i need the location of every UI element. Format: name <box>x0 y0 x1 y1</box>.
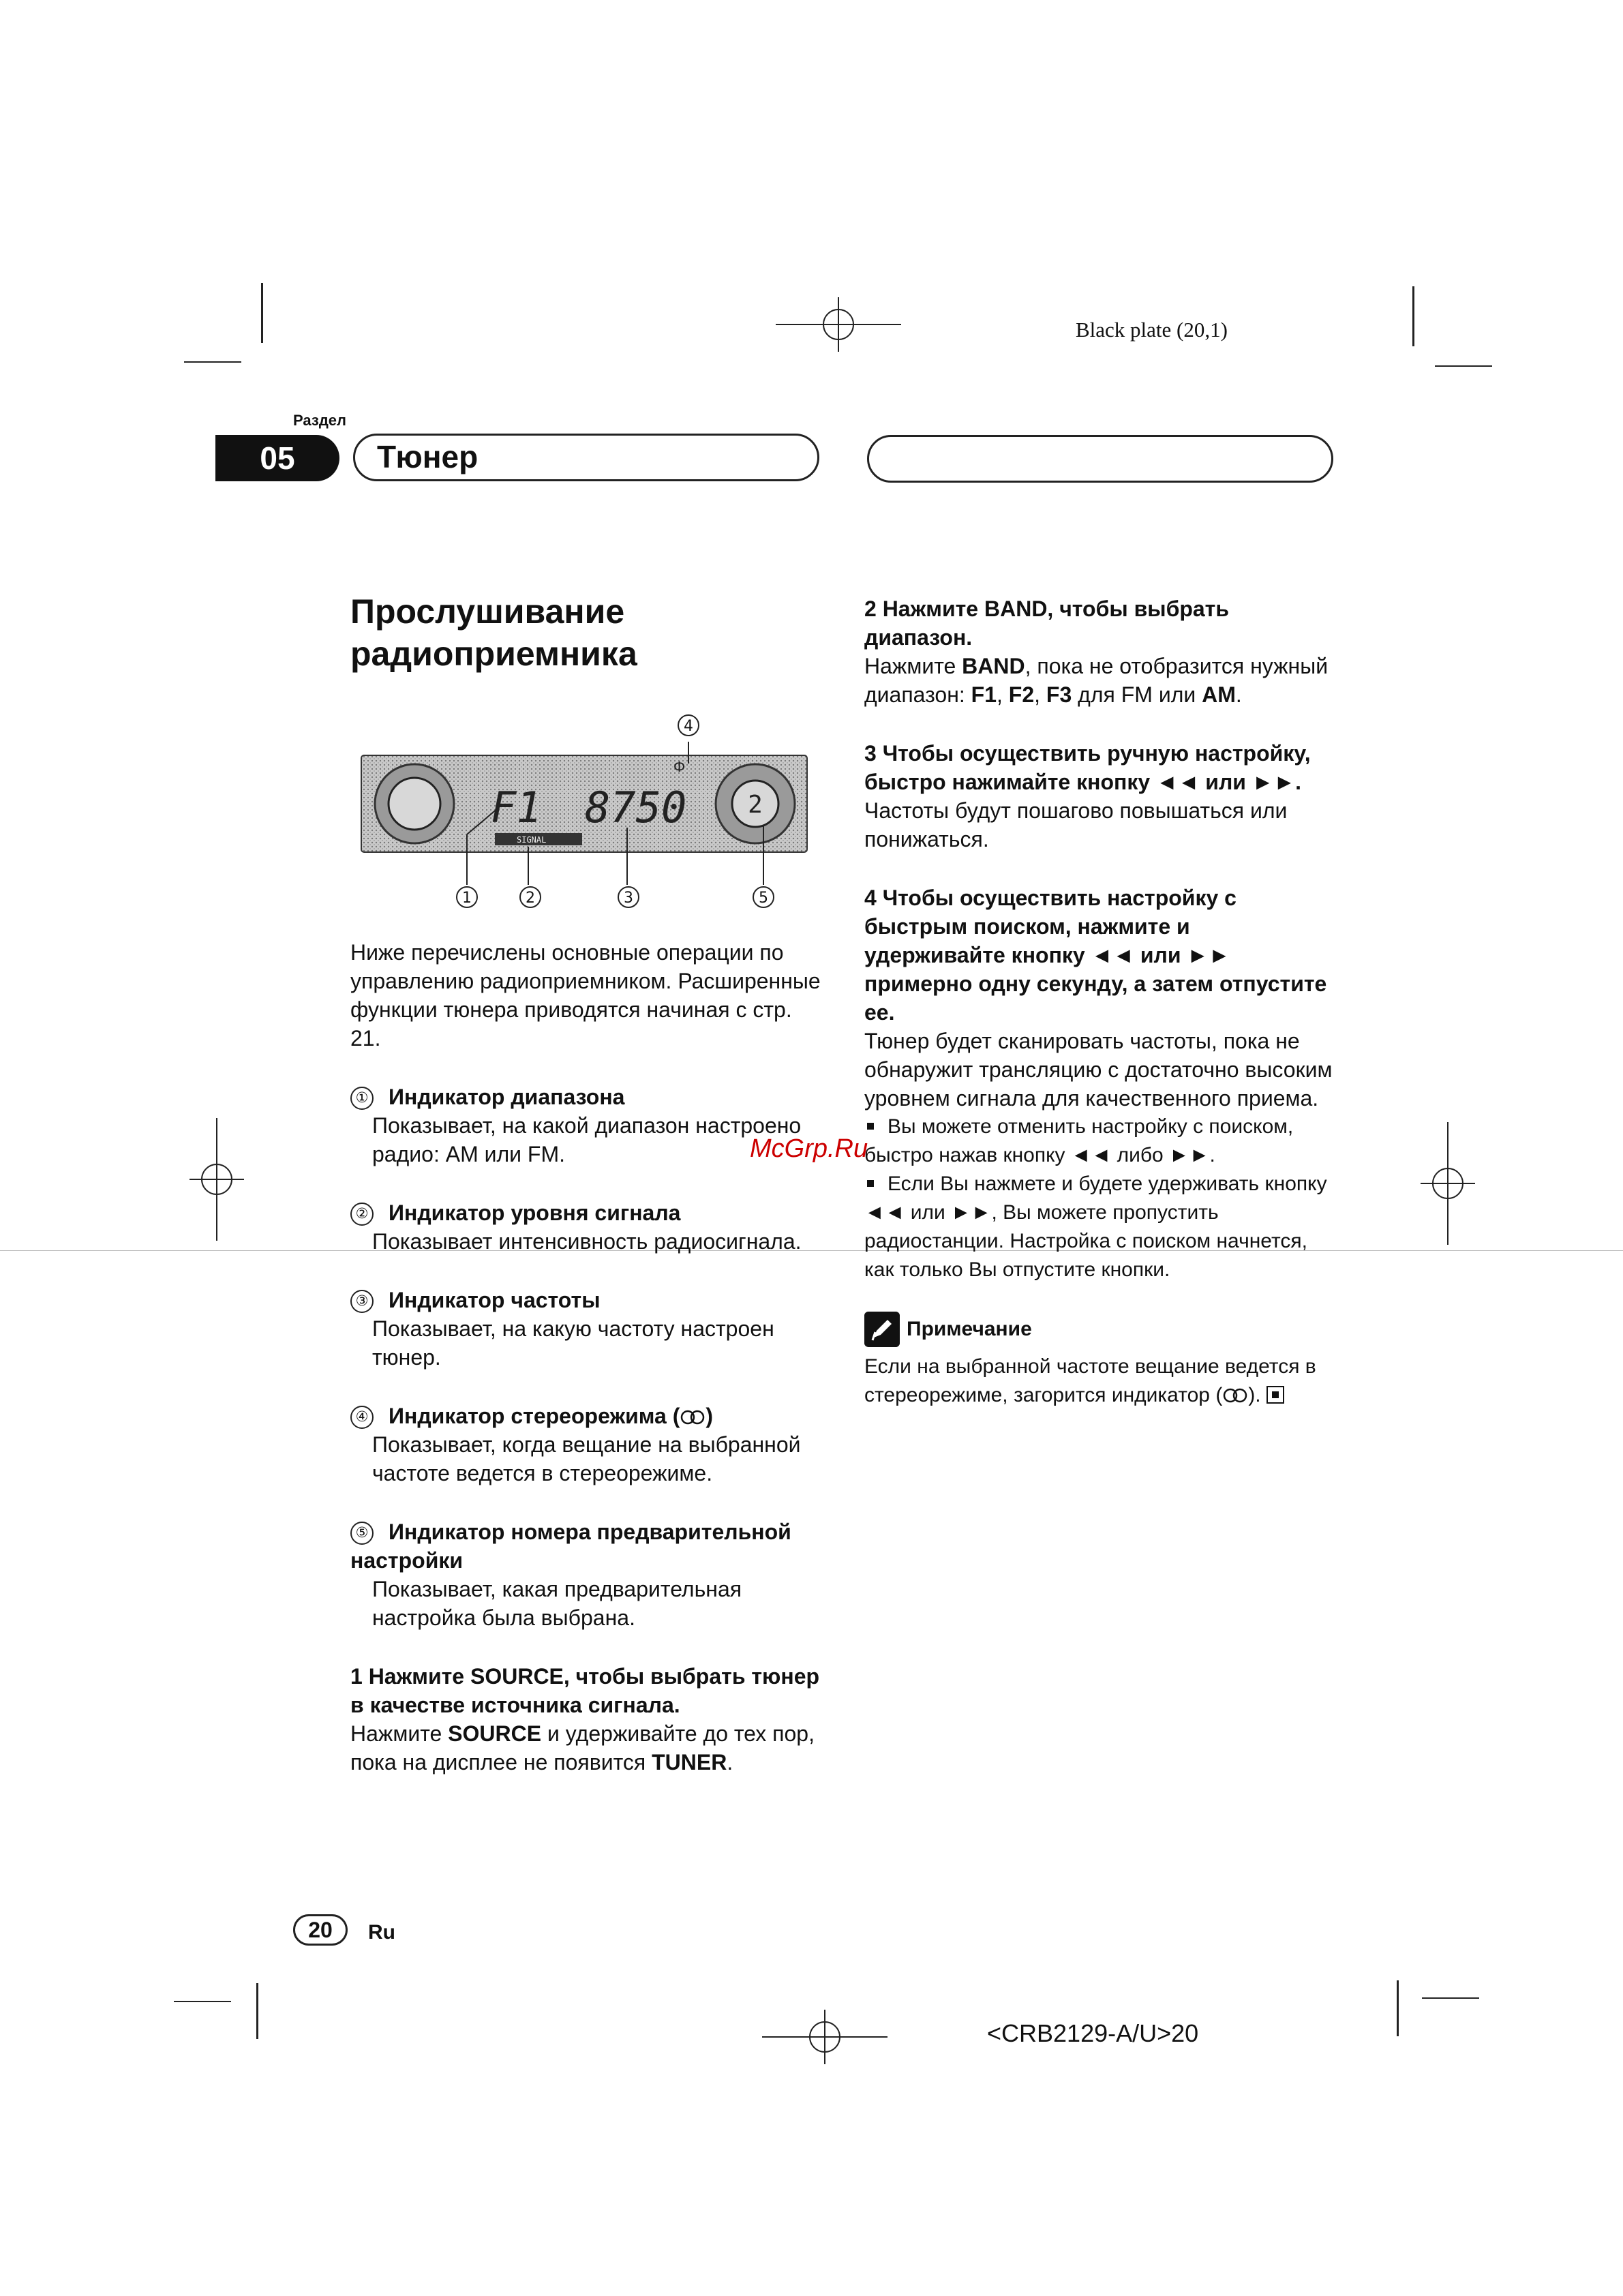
document-code: <CRB2129-A/U>20 <box>987 2019 1199 2047</box>
section-label: Раздел <box>293 412 346 429</box>
step-2: 2 Нажмите BAND, чтобы выбрать диапазон. Нажмите BAND, пока не отобразится нужный диапазон: F1, F2, F3 для FM или AM. <box>864 596 1329 707</box>
svg-text:5: 5 <box>759 890 768 907</box>
note-block: Примечание Если на выбранной частоте вещание ведется в стереорежиме, загорится индикатор ( ). <box>864 1312 1335 1410</box>
svg-text:SIGNAL: SIGNAL <box>517 835 547 845</box>
svg-text:3: 3 <box>624 890 633 907</box>
step-1: 1 Нажмите SOURCE, чтобы выбрать тюнер в качестве источника сигнала. Нажмите SOURCE и удерживайте до тех пор, пока на дисплее не появится TUNER. <box>350 1664 820 1774</box>
end-mark-icon <box>1266 1386 1284 1404</box>
indicator-num: ④ <box>350 1406 374 1429</box>
indicator-item-4: ④ Индикатор стереорежима ( ) Показывает, когда вещание на выбранной частоте ведется в стереорежиме. <box>350 1402 828 1487</box>
intro-paragraph: Ниже перечислены основные операции по управлению радиоприемником. Расширенные функции тюнера приводятся начиная с стр. 21. <box>350 940 821 1051</box>
step-3: 3 Чтобы осуществить ручную настройку, быстро нажимайте кнопку ◄◄ или ►►. Частоты будут пошагово повышаться или понижаться. <box>864 741 1311 851</box>
bullet-item: Если Вы нажмете и будете удерживать кнопку ◄◄ или ►►, Вы можете пропустить радиостанции. Настройка с поиском начнется, как только Вы отпустите кнопки. <box>864 1173 1327 1281</box>
frequency-indicator: 8750 <box>585 783 687 832</box>
indicator-num: ⑤ <box>350 1522 374 1545</box>
band-indicator: F1 <box>491 783 542 832</box>
svg-text:1: 1 <box>462 890 472 907</box>
section-title-empty-pill <box>867 435 1333 483</box>
language-code: Ru <box>368 1921 395 1944</box>
stereo-icon <box>1222 1388 1248 1403</box>
svg-text:2: 2 <box>526 890 535 907</box>
step-4: 4 Чтобы осуществить настройку с быстрым поиском, нажмите и удерживайте кнопку ◄◄ или ►► примерно одну секунду, а затем отпустите ее. Тюнер будет сканировать частоты, пока не обнаружит трансляцию с достаточно высоким уровнем сигнала для качественного приема. Вы можете отменить настройку с поиском, быстро нажав кнопку ◄◄ либо ►►. Если Вы нажмете и будете удерживать кнопку ◄◄ или ►►, Вы можете пропустить радиостанции. Настройка с поиском начнется, как только Вы отпустите кнопки. <box>864 883 1335 1284</box>
tuner-display-illustration <box>354 706 814 911</box>
left-column <box>350 938 828 1777</box>
indicator-item-5: ⑤ Индикатор номера предварительной настройки Показывает, какая предварительная настройка была выбрана. <box>350 1520 791 1630</box>
indicator-num: ③ <box>350 1290 374 1313</box>
registration-mark-bottom <box>762 2010 888 2064</box>
indicator-num: ① <box>350 1087 374 1110</box>
page-title: Прослушивание радиоприемника <box>350 592 637 673</box>
page-number: 20 <box>293 1914 348 1946</box>
right-column <box>864 594 1335 1410</box>
indicator-num: ② <box>350 1203 374 1226</box>
watermark: McGrp.Ru <box>750 1134 868 1163</box>
registration-mark-top <box>776 297 901 352</box>
note-title: Примечание <box>907 1318 1032 1340</box>
pencil-note-icon <box>864 1312 900 1347</box>
svg-text:4: 4 <box>684 718 693 735</box>
registration-mark-right <box>1421 1122 1475 1245</box>
stereo-indicator: Ф <box>673 759 686 775</box>
plate-label: Black plate (20,1) <box>1076 318 1228 342</box>
section-number: 05 <box>215 435 339 481</box>
indicator-item-3: ③ Индикатор частоты Показывает, на какую частоту настроен тюнер. <box>350 1286 828 1372</box>
indicator-item-2: ② Индикатор уровня сигнала Показывает интенсивность радиосигнала. <box>350 1198 828 1256</box>
svg-text:2: 2 <box>748 791 763 819</box>
bullet-item: Вы можете отменить настройку с поиском, быстро нажав кнопку ◄◄ либо ►►. <box>864 1115 1294 1166</box>
stereo-icon <box>680 1410 706 1425</box>
section-title: Тюнер <box>353 434 819 481</box>
registration-mark-left <box>189 1118 244 1241</box>
indicator-item-1: ① Индикатор диапазона Показывает, на какой диапазон настроено радио: AM или FM. <box>350 1083 828 1168</box>
